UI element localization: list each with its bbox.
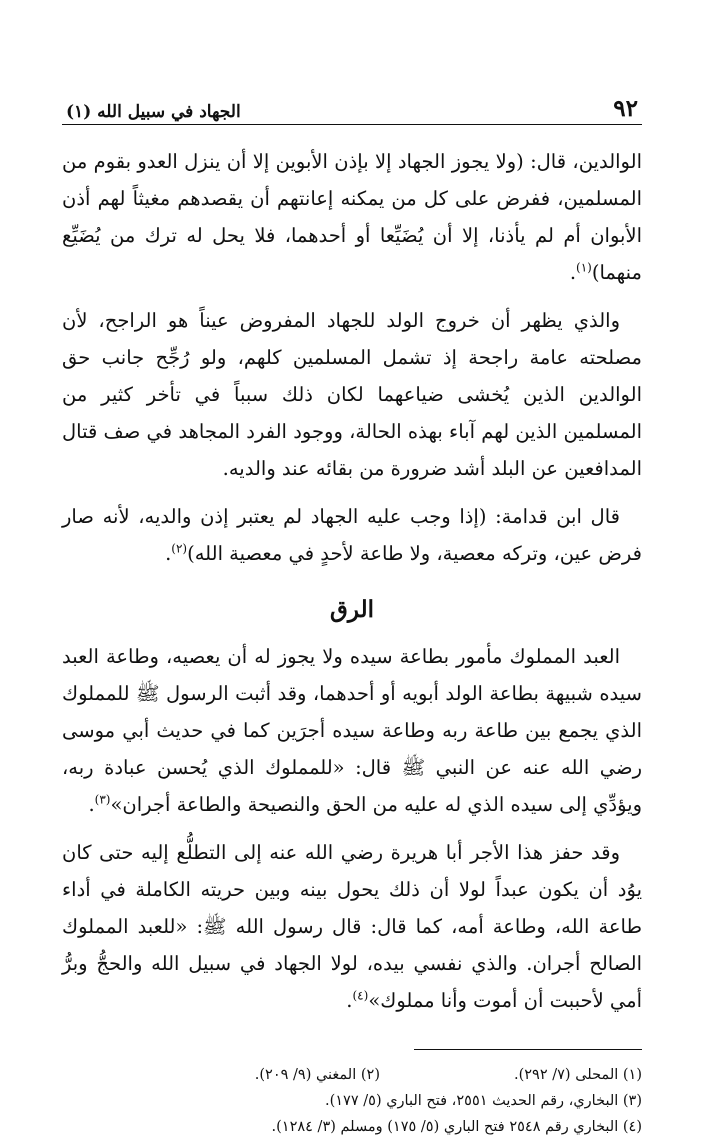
page-number: ٩٢	[613, 95, 638, 122]
paragraph-end: .	[88, 793, 95, 816]
book-page	[62, 88, 642, 1135]
footnote-ref: (٣)	[94, 792, 111, 807]
footnote-row	[62, 1088, 642, 1114]
page-body	[62, 143, 642, 1019]
footnote-ref: (٤)	[352, 988, 369, 1003]
footnotes-divider	[414, 1049, 642, 1050]
running-title: الجهاد في سبيل الله (١)	[66, 102, 241, 122]
footnote: (٤) البخاري رقم ٢٥٤٨ فتح الباري (٥/ ١٧٥) ومسلم (٣/ ١٢٨٤).	[271, 1119, 642, 1135]
footnote: (٢) المغني (٩/ ٢٠٩).	[254, 1067, 380, 1083]
footnote-row	[62, 1114, 642, 1140]
paragraph-end: .	[569, 261, 577, 284]
paragraph	[62, 143, 642, 291]
footnote-ref: (٢)	[171, 541, 188, 556]
footnote: (٣) البخاري، رقم الحديث ٢٥٥١، فتح الباري (٥/ ١٧٧).	[324, 1093, 642, 1109]
footnote-ref: (١)	[576, 260, 592, 275]
paragraph-end: .	[346, 989, 353, 1012]
footnote-row	[62, 1062, 642, 1088]
paragraph	[62, 498, 642, 572]
paragraph	[62, 638, 642, 823]
paragraph-text: العبد المملوك مأمور بطاعة سيده ولا يجوز له أن يعصيه، وطاعة العبد سيده شبيهة بطاعة الولد أبويه أو أحدهما، وقد أثبت الرسول ﷺ للمملوك الذي يجمع بين طاعة ربه وطاعة سيده أجرَين كما في حديث أبي موسى رضي الله عنه عن النبي ﷺ قال: «للمملوك الذي يُحسن عبادة ربه، ويؤدِّي إلى سيده الذي له عليه من الحق والنصيحة والطاعة أجران»	[62, 645, 642, 816]
footnote: (١) المحلى (٧/ ٢٩٢).	[513, 1067, 642, 1083]
paragraph	[62, 834, 642, 1019]
paragraph-text: والذي يظهر أن خروج الولد للجهاد المفروض عيناً هو الراجح، لأن مصلحته عامة راجحة إذ تشمل المسلمين كلهم، ولو رُجِّح جانب حق الوالدين الذين يُخشى ضياعهما لكان ذلك سبباً في تأخر كثير من المسلمين الذين لهم آباء بهذه الحالة، ووجود الفرد المجاهد في صف قتال المدافعين عن البلد أشد ضرورة من بقائه عند والديه.	[62, 309, 642, 480]
paragraph-end: .	[165, 542, 172, 565]
page-header	[62, 88, 642, 125]
footnotes	[62, 1062, 642, 1140]
section-title: الرق	[330, 596, 374, 623]
paragraph	[62, 302, 642, 487]
paragraph-text: قال ابن قدامة: (إذا وجب عليه الجهاد لم يعتبر إذن والديه، لأنه صار فرض عين، وتركه معصية، ولا طاعة لأحدٍ في معصية الله)	[62, 505, 642, 565]
paragraph-text: الوالدين، قال: (ولا يجوز الجهاد إلا بإذن الأبوين إلا أن ينزل العدو بقوم من المسلمين، ففرض على كل من يمكنه إعانتهم أن يقصدهم مغيثاً لهم أذن الأبوان أم لم يأذنا، إلا أن يُضَيِّعا أو أحدهما، فلا يحل له ترك من يُضَيِّع منهما)	[62, 150, 642, 284]
paragraph-text: وقد حفز هذا الأجر أبا هريرة رضي الله عنه إلى التطلُّع إليه حتى كان يوُد أن يكون عبداً لولا أن ذلك يحول بينه وبين حريته الكاملة في أداء طاعة الله، وطاعة أمه، كما قال: قال رسول الله ﷺ: «للعبد المملوك الصالح أجران. والذي نفسي بيده، لولا الجهاد في سبيل الله والحجُّ وبرُّ أمي لأحببت أن أموت وأنا مملوك»	[62, 841, 642, 1012]
